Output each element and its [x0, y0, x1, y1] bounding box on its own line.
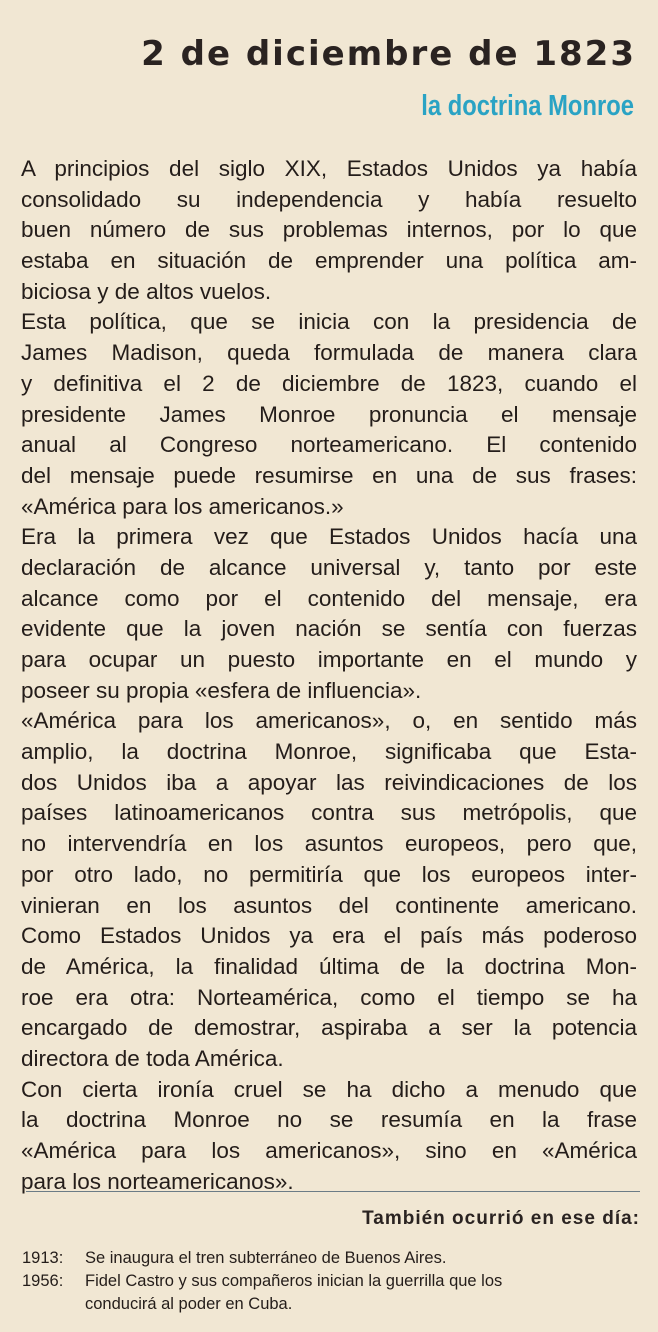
- body-line: declaración de alcance universal y, tanto por este: [21, 554, 637, 580]
- body-line: anual al Congreso norteamericano. El contenido: [21, 432, 637, 458]
- body-line: alcance como por el contenido del mensaje, era: [21, 585, 637, 611]
- body-line: «América para los americanos», o, en sentido más: [21, 708, 637, 734]
- event-year: 1956:: [22, 1272, 64, 1290]
- body-line: del mensaje puede resumirse en una de sus frases:: [21, 462, 637, 488]
- event-line: Fidel Castro y sus compañeros inician la guerrilla que los: [85, 1272, 503, 1290]
- article-body: [21, 154, 637, 1197]
- event-item: [22, 1247, 640, 1270]
- body-line: para ocupar un puesto importante en el mundo y: [21, 647, 637, 672]
- body-line: países latinoamericanos contra sus metrópolis, que: [21, 800, 637, 826]
- body-line: Como Estados Unidos ya era el país más poderoso: [21, 923, 637, 949]
- body-line: para los norteamericanos».: [21, 1168, 294, 1194]
- body-line: no intervendría en los asuntos europeos, pero que,: [21, 831, 637, 857]
- body-line: Esta política, que se inicia con la presidencia de: [21, 309, 637, 335]
- body-line: poseer su propia «esfera de influencia».: [21, 677, 422, 703]
- page-subtitle: la doctrina Monroe: [421, 90, 634, 122]
- body-line: James Madison, queda formulada de manera clara: [21, 340, 637, 366]
- event-line: Se inaugura el tren subterráneo de Buenos Aires.: [85, 1249, 447, 1267]
- section-divider: [26, 1191, 640, 1192]
- body-line: buen número de sus problemas internos, por lo que: [21, 217, 637, 243]
- event-line: conducirá al poder en Cuba.: [85, 1295, 293, 1313]
- body-line: roe era otra: Norteamérica, como el tiempo se ha: [21, 984, 637, 1010]
- body-line: la doctrina Monroe no se resumía en la frase: [21, 1107, 637, 1133]
- body-line: de América, la finalidad última de la doctrina Mon-: [21, 953, 637, 979]
- event-description: [85, 1270, 640, 1316]
- body-line: y definitiva el 2 de diciembre de 1823, cuando el: [21, 370, 637, 396]
- event-item: [22, 1270, 640, 1316]
- body-line: «América para los americanos», sino en «América: [21, 1138, 637, 1163]
- body-line: «América para los americanos.»: [21, 493, 344, 519]
- body-line: evidente que la joven nación se sentía con fuerzas: [21, 616, 637, 642]
- event-year: 1913:: [22, 1249, 64, 1267]
- body-line: por otro lado, no permitiría que los europeos inter-: [21, 861, 637, 887]
- body-line: A principios del siglo XIX, Estados Unidos ya había: [21, 156, 637, 181]
- body-line: directora de toda América.: [21, 1045, 284, 1071]
- body-line: dos Unidos iba a apoyar las reivindicaciones de los: [21, 769, 637, 795]
- body-line: amplio, la doctrina Monroe, significaba que Esta-: [21, 739, 637, 765]
- also-happened-heading: También ocurrió en ese día:: [362, 1208, 640, 1229]
- events-list: [22, 1247, 640, 1316]
- body-line: Era la primera vez que Estados Unidos hacía una: [21, 524, 637, 550]
- body-line: biciosa y de altos vuelos.: [21, 278, 272, 304]
- body-line: encargado de demostrar, aspiraba a ser la potencia: [21, 1015, 637, 1041]
- body-line: estaba en situación de emprender una política am-: [21, 248, 637, 274]
- body-line: consolidado su independencia y había resuelto: [21, 186, 637, 212]
- body-line: Con cierta ironía cruel se ha dicho a menudo que: [21, 1076, 637, 1102]
- event-description: [85, 1247, 640, 1270]
- body-line: vinieran en los asuntos del continente americano.: [21, 892, 637, 918]
- body-line: presidente James Monroe pronuncia el mensaje: [21, 401, 637, 427]
- page-title: 2 de diciembre de 1823: [141, 34, 636, 74]
